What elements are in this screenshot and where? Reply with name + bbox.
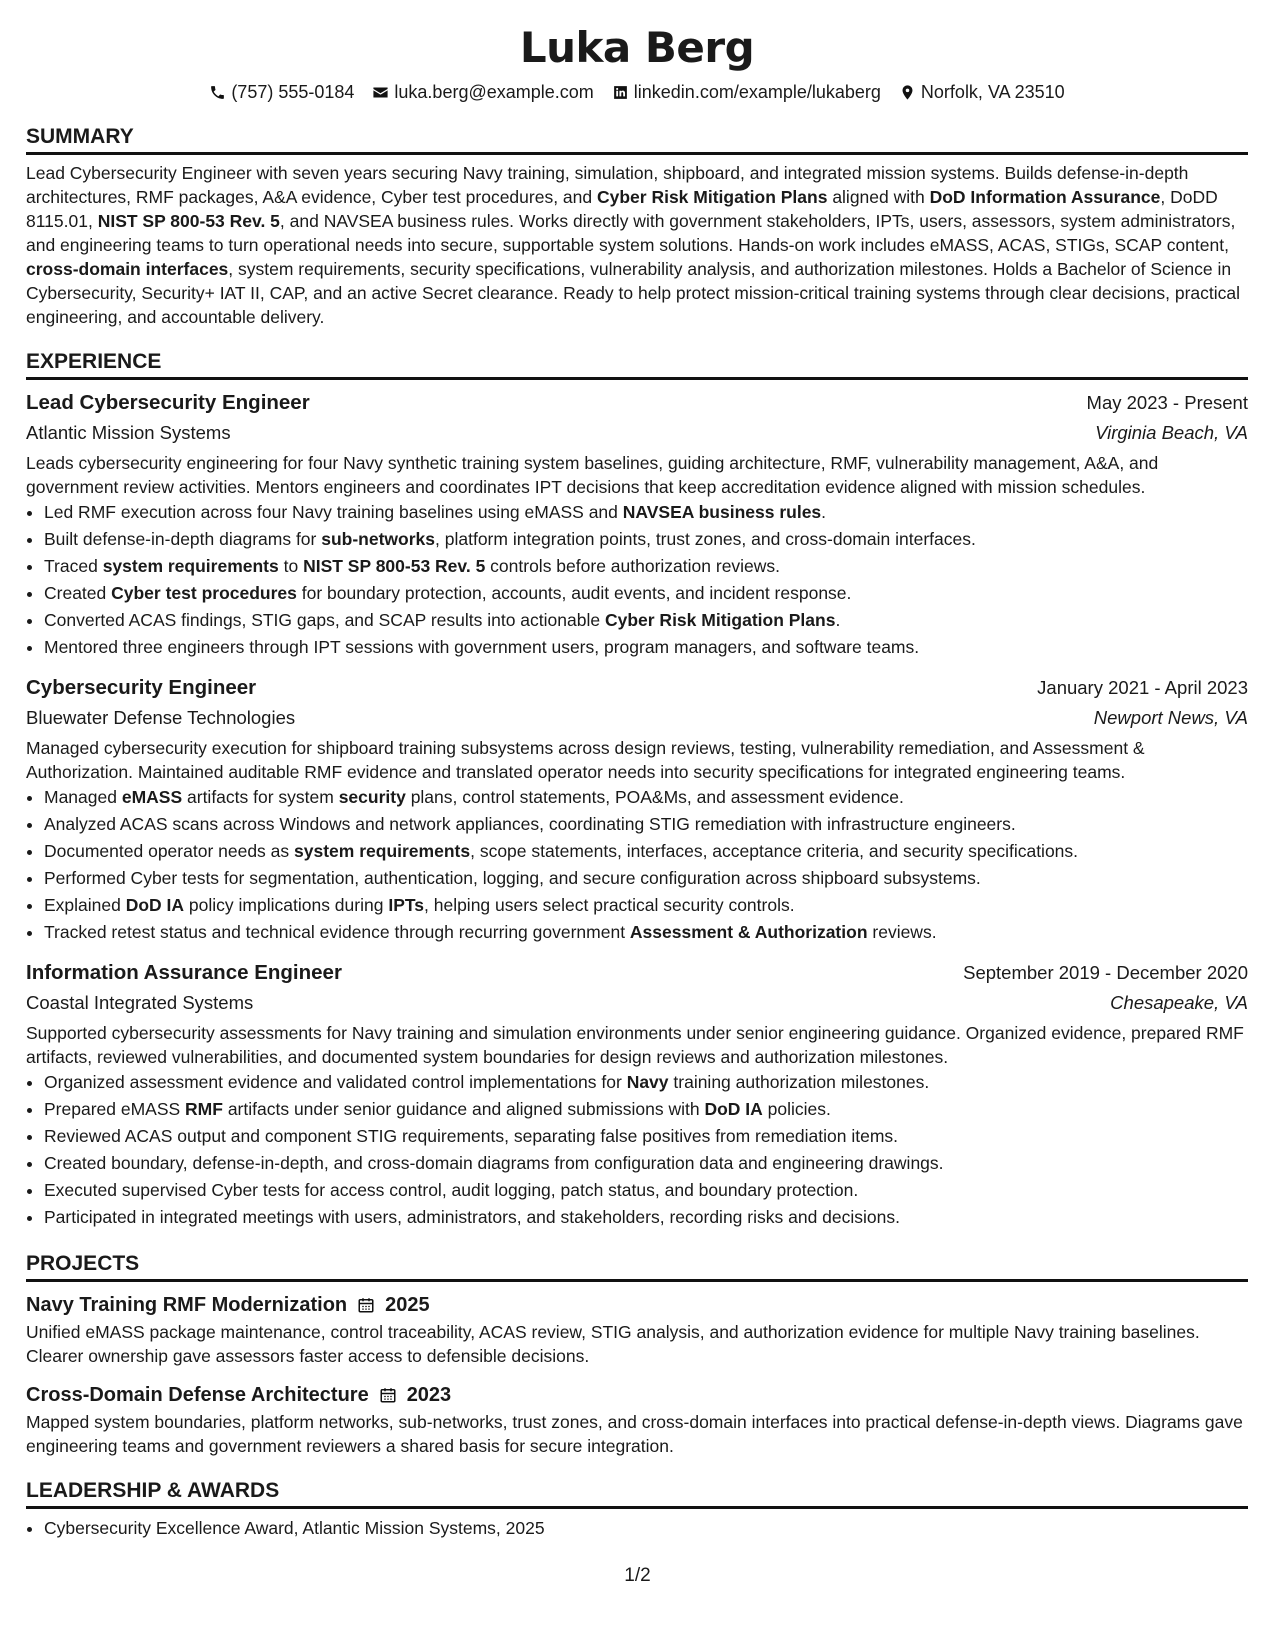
- emphasis-text: RMF: [185, 1099, 223, 1119]
- bullet-item: • Traced system requirements to NIST SP 800-53 Rev. 5 controls before authorization reviews.: [44, 553, 1248, 580]
- job-role: Lead Cybersecurity Engineer: [26, 391, 310, 414]
- job-entry: [26, 673, 1248, 946]
- job-description: Managed cybersecurity execution for shipboard training subsystems across design reviews, testing, vulnerability remediation, and Assessment & Authorization. Maintained auditable RMF evidence and translated operator needs into security specifications for integrated engineering teams.: [26, 738, 1145, 782]
- job-description: Leads cybersecurity engineering for four Navy synthetic training system baselines, guiding architecture, RMF, vulnerability management, A&A, and government review activities. Mentors engineers and coordinates IPT decisions that keep accreditation evidence aligned with mission schedules.: [26, 453, 1159, 497]
- project-entry: [26, 1380, 1248, 1458]
- emphasis-text: system requirements: [294, 841, 471, 861]
- bullet-item: • Tracked retest status and technical evidence through recurring government Assessment & Authorization reviews.: [44, 919, 1248, 946]
- section-title-leadership: LEADERSHIP & AWARDS: [26, 1478, 1248, 1509]
- leadership-list: [26, 1515, 1248, 1542]
- email-text: luka.berg@example.com: [394, 82, 594, 102]
- contact-linkedin[interactable]: [612, 80, 881, 104]
- emphasis-text: system requirements: [102, 556, 279, 576]
- phone-text: (757) 555-0184: [231, 82, 355, 102]
- project-year: 2023: [406, 1384, 452, 1406]
- bullet-item: • Created Cyber test procedures for boundary protection, accounts, audit events, and incident response.: [44, 580, 1248, 607]
- bullet-item: • Participated in integrated meetings with users, administrators, and stakeholders, recording risks and decisions.: [44, 1204, 1248, 1231]
- emphasis-text: Cyber Risk Mitigation Plans: [596, 187, 828, 207]
- map-pin-icon: [899, 84, 916, 101]
- project-description: Unified eMASS package maintenance, control traceability, ACAS review, STIG analysis, and authorization evidence for multiple Navy training baselines. Clearer ownership gave assessors faster access to defensible decisions.: [26, 1322, 1200, 1366]
- envelope-icon: [372, 84, 389, 101]
- job-description: Supported cybersecurity assessments for Navy training and simulation environments under senior engineering guidance. Organized evidence, prepared RMF artifacts, reviewed vulnerabilities, and documented system boundaries for design reviews and authorization milestones.: [26, 1023, 1244, 1067]
- calendar-icon: [379, 1386, 397, 1404]
- emphasis-text: Cyber Risk Mitigation Plans: [604, 610, 836, 630]
- emphasis-text: eMASS: [121, 787, 183, 807]
- bullet-item: • Managed eMASS artifacts for system security plans, control statements, POA&Ms, and assessment evidence.: [44, 784, 1248, 811]
- summary-text: Lead Cybersecurity Engineer with seven years securing Navy training, simulation, shipboard, and integrated mission systems. Builds defense-in-depth architectures, RMF packages, A&A evidence, Cyber test procedures, and Cyber Risk Mitigation Plans aligned with DoD Information Assurance, DoDD 8115.01, NIST SP 800-53 Rev. 5, and NAVSEA business rules. Works directly with government stakeholders, IPTs, users, assessors, system administrators, and engineering teams to turn operational needs into secure, supportable system solutions. Hands-on work includes eMASS, ACAS, STIGs, SCAP content, cross-domain interfaces, system requirements, security specifications, vulnerability analysis, and authorization milestones. Holds a Bachelor of Science in Cybersecurity, Security+ IAT II, CAP, and an active Secret clearance. Ready to help protect mission-critical training systems through clear decisions, practical engineering, and accountable delivery.: [26, 163, 1241, 327]
- bullet-item: • Organized assessment evidence and validated control implementations for Navy training authorization milestones.: [44, 1069, 1248, 1096]
- job-company: Atlantic Mission Systems: [26, 422, 231, 443]
- linkedin-icon: [612, 84, 629, 101]
- bullet-item: • Led RMF execution across four Navy training baselines using eMASS and NAVSEA business rules.: [44, 499, 1248, 526]
- project-name: Navy Training RMF Modernization: [26, 1294, 348, 1316]
- emphasis-text: NAVSEA business rules: [622, 502, 822, 522]
- job-company: Coastal Integrated Systems: [26, 992, 254, 1013]
- bullet-item: • Analyzed ACAS scans across Windows and network appliances, coordinating STIG remediation with infrastructure engineers.: [44, 811, 1248, 838]
- job-entry: [26, 388, 1248, 661]
- award-item: • Cybersecurity Excellence Award, Atlantic Mission Systems, 2025: [44, 1515, 1248, 1542]
- bullet-item: • Reviewed ACAS output and component STIG requirements, separating false positives from remediation items.: [44, 1123, 1248, 1150]
- job-role: Information Assurance Engineer: [26, 961, 342, 984]
- emphasis-text: sub-networks: [321, 529, 436, 549]
- bullet-item: • Executed supervised Cyber tests for access control, audit logging, patch status, and boundary protection.: [44, 1177, 1248, 1204]
- emphasis-text: Cyber test procedures: [111, 583, 297, 603]
- summary-section: [26, 124, 1248, 329]
- job-location: Virginia Beach, VA: [1095, 422, 1248, 443]
- emphasis-text: DoD IA: [125, 895, 185, 915]
- resume-page: [26, 20, 1248, 1542]
- section-title-summary: SUMMARY: [26, 124, 1248, 155]
- emphasis-text: DoD IA: [704, 1099, 763, 1119]
- project-year: 2025: [385, 1294, 430, 1316]
- section-title-experience: EXPERIENCE: [26, 349, 1248, 380]
- job-bullets: [26, 1069, 1248, 1231]
- project-name: Cross-Domain Defense Architecture: [26, 1384, 369, 1406]
- bullet-item: • Documented operator needs as system requirements, scope statements, interfaces, acceptance criteria, and security specifications.: [44, 838, 1248, 865]
- emphasis-text: IPTs: [388, 895, 424, 915]
- location-text: Norfolk, VA 23510: [920, 82, 1065, 102]
- job-entry: [26, 958, 1248, 1231]
- emphasis-text: Assessment & Authorization: [629, 922, 868, 942]
- job-role: Cybersecurity Engineer: [26, 676, 257, 699]
- project-entry: [26, 1290, 1248, 1368]
- bullet-item: • Prepared eMASS RMF artifacts under senior guidance and aligned submissions with DoD IA policies.: [44, 1096, 1248, 1123]
- emphasis-text: Navy: [626, 1072, 669, 1092]
- contact-location: [899, 80, 1065, 104]
- job-bullets: [26, 784, 1248, 946]
- page-number: 1/2: [624, 1565, 651, 1586]
- emphasis-text: DoD Information Assurance: [929, 187, 1161, 207]
- leadership-section: [26, 1478, 1248, 1542]
- bullet-item: • Mentored three engineers through IPT sessions with government users, program managers, and software teams.: [44, 634, 1248, 661]
- job-dates: May 2023 - Present: [1086, 392, 1248, 413]
- section-title-projects: PROJECTS: [26, 1251, 1248, 1282]
- bullet-item: • Converted ACAS findings, STIG gaps, and SCAP results into actionable Cyber Risk Mitigation Plans.: [44, 607, 1248, 634]
- candidate-name: Luka Berg: [519, 23, 755, 72]
- bullet-item: • Created boundary, defense-in-depth, and cross-domain diagrams from configuration data and engineering drawings.: [44, 1150, 1248, 1177]
- bullet-item: • Explained DoD IA policy implications during IPTs, helping users select practical security controls.: [44, 892, 1248, 919]
- emphasis-text: NIST SP 800-53 Rev. 5: [303, 556, 486, 576]
- contact-email[interactable]: [372, 80, 593, 104]
- bullet-item: • Performed Cyber tests for segmentation, authentication, logging, and secure configuration across shipboard subsystems.: [44, 865, 1248, 892]
- bullet-item: • Built defense-in-depth diagrams for sub-networks, platform integration points, trust zones, and cross-domain interfaces.: [44, 526, 1248, 553]
- project-description: Mapped system boundaries, platform networks, sub-networks, trust zones, and cross-domain interfaces into practical defense-in-depth views. Diagrams gave engineering teams and government reviewers a shared basis for secure integration.: [26, 1412, 1243, 1456]
- projects-section: [26, 1251, 1248, 1458]
- contact-bar: [26, 80, 1248, 104]
- job-location: Chesapeake, VA: [1110, 992, 1248, 1013]
- phone-icon: [209, 84, 226, 101]
- job-dates: September 2019 - December 2020: [963, 962, 1248, 983]
- job-bullets: [26, 499, 1248, 661]
- emphasis-text: security: [338, 787, 406, 807]
- calendar-icon: [357, 1296, 375, 1314]
- job-dates: January 2021 - April 2023: [1037, 677, 1248, 698]
- emphasis-text: NIST SP 800-53 Rev. 5: [97, 211, 280, 231]
- emphasis-text: cross-domain interfaces: [26, 259, 229, 279]
- job-location: Newport News, VA: [1093, 707, 1248, 728]
- job-company: Bluewater Defense Technologies: [26, 707, 296, 728]
- linkedin-text: linkedin.com/example/lukaberg: [633, 82, 881, 102]
- contact-phone[interactable]: [209, 80, 354, 104]
- experience-section: [26, 349, 1248, 1231]
